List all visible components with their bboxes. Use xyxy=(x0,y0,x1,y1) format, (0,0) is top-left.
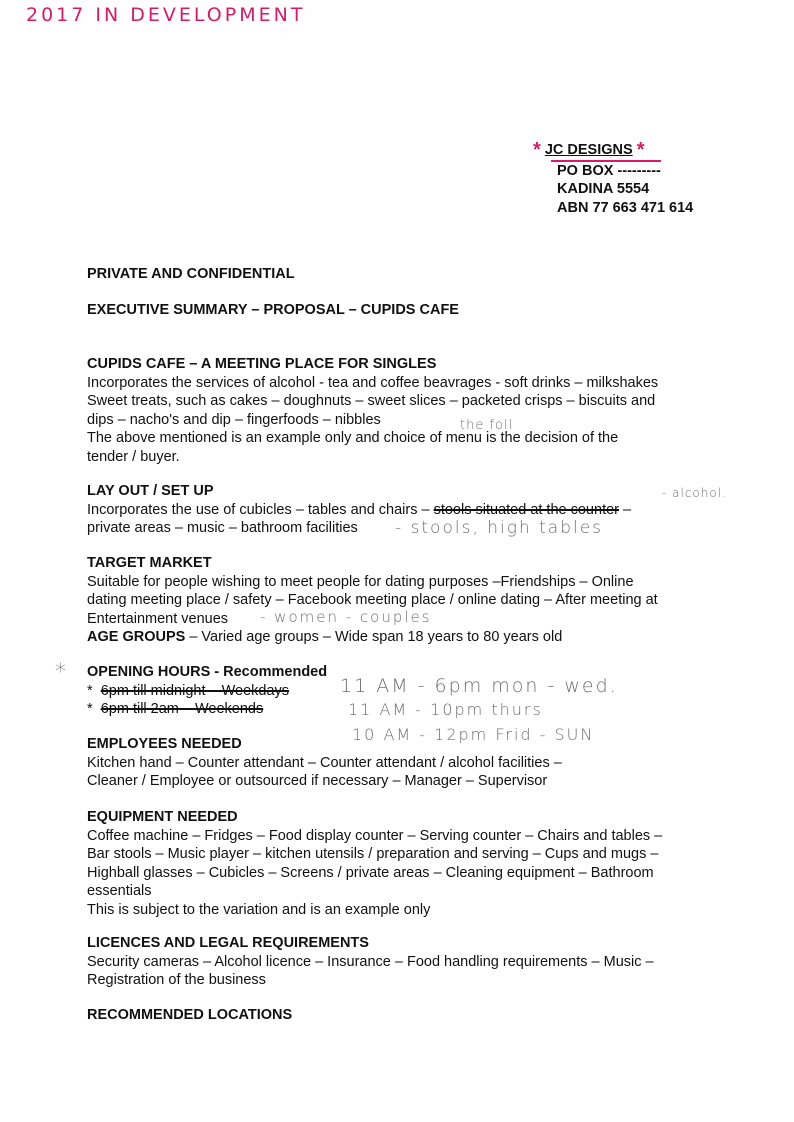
licences-line-1: Security cameras – Alcohol licence – Insurance – Food handling requirements – Music – xyxy=(87,953,654,970)
target-line-2: dating meeting place / safety – Facebook meeting place / online dating – After meeting at xyxy=(87,592,658,608)
city-postcode: KADINA 5554 xyxy=(557,181,650,197)
target-line-1: Suitable for people wishing to meet people for dating purposes –Friendships – Online xyxy=(87,573,634,590)
employees-line-1: Kitchen hand – Counter attendant – Counter attendant / alcohol facilities – xyxy=(87,754,562,771)
hours-bullet: * xyxy=(87,701,93,717)
star-mark-icon: * xyxy=(55,660,68,685)
equipment-line-1: Coffee machine – Fridges – Food display counter – Serving counter – Chairs and tables – xyxy=(87,827,663,844)
cafe-line-3: dips – nacho's and dip – fingerfoods – nibbles xyxy=(87,411,381,428)
target-line-3: Entertainment venues xyxy=(87,610,229,627)
hours-title: OPENING HOURS - Recommended xyxy=(87,664,328,680)
cafe-line-2: Sweet treats, such as cakes – doughnuts – sweet slices – packeted crisps – biscuits and xyxy=(87,393,656,409)
summary-title: EXECUTIVE SUMMARY – PROPOSAL – CUPIDS CAFE xyxy=(87,302,459,318)
handwritten-hours-2: 11 AM - 10pm thurs xyxy=(348,700,543,719)
age-groups-text: – Varied age groups – Wide span 18 years to 80 years old xyxy=(185,629,563,645)
licences-line-2: Registration of the business xyxy=(87,972,266,988)
licences-title: LICENCES AND LEGAL REQUIREMENTS xyxy=(87,935,369,951)
confidential-heading: PRIVATE AND CONFIDENTIAL xyxy=(87,266,295,282)
hours-bullet: * xyxy=(87,682,93,699)
employees-title: EMPLOYEES NEEDED xyxy=(87,736,242,752)
employees-line-2: Cleaner / Employee or outsourced if necessary – Manager – Supervisor xyxy=(87,773,548,789)
section-target xyxy=(87,554,727,647)
layout-title: LAY OUT / SET UP xyxy=(87,483,214,499)
equipment-line-3: Highball glasses – Cubicles – Screens / private areas – Cleaning equipment – Bathroom xyxy=(87,864,654,881)
equipment-title: EQUIPMENT NEEDED xyxy=(87,809,238,825)
handwritten-menu-note: the foll xyxy=(460,418,514,433)
handwritten-stools-note: - stools, high tables xyxy=(395,518,604,538)
handwritten-hours-1: 11 AM - 6pm mon - wed. xyxy=(340,675,618,697)
handwritten-target-note: - women - couples xyxy=(260,608,432,626)
layout-line-1-end: – xyxy=(619,501,632,518)
section-licences xyxy=(87,934,727,990)
abn: ABN 77 663 471 614 xyxy=(557,199,694,216)
target-title: TARGET MARKET xyxy=(87,555,212,571)
handwritten-hours-3: 10 AM - 12pm Frid - SUN xyxy=(352,725,595,744)
section-cafe xyxy=(87,355,727,466)
equipment-line-4: essentials xyxy=(87,883,152,899)
handwritten-top-note: 2017 IN DEVELOPMENT xyxy=(26,4,306,26)
company-name: JC DESIGNS xyxy=(544,142,633,158)
section-equipment xyxy=(87,808,727,919)
po-box: PO BOX --------- xyxy=(551,160,661,181)
cafe-title: CUPIDS CAFE – A MEETING PLACE FOR SINGLES xyxy=(87,356,437,372)
locations-title: RECOMMENDED LOCATIONS xyxy=(87,1007,293,1023)
cafe-line-5: tender / buyer. xyxy=(87,448,180,465)
star-mark-left: * xyxy=(533,139,541,161)
hours-weekends-text: 6pm till 2am – Weekends xyxy=(100,701,264,717)
star-mark-right: * xyxy=(636,139,645,161)
equipment-line-2: Bar stools – Music player – kitchen utensils / preparation and serving – Cups and mugs – xyxy=(87,846,659,862)
company-line xyxy=(533,139,693,160)
hours-weekdays-text: 6pm till midnight – Weekdays xyxy=(100,682,290,699)
handwritten-alcohol-note: - alcohol. xyxy=(662,486,727,500)
cafe-line-1: Incorporates the services of alcohol - tea and coffee beavrages - soft drinks – milkshakes xyxy=(87,374,659,391)
layout-line-1-start: Incorporates the use of cubicles – tables and chairs – xyxy=(87,501,434,518)
layout-line-2: private areas – music – bathroom facilities xyxy=(87,520,358,536)
letterhead xyxy=(533,139,694,217)
age-groups-line xyxy=(87,628,727,647)
equipment-line-5: This is subject to the variation and is an example only xyxy=(87,901,431,918)
layout-struck-text: stools situated at the counter xyxy=(433,501,619,518)
cafe-line-4: The above mentioned is an example only and choice of menu is the decision of the xyxy=(87,430,619,446)
age-groups-label: AGE GROUPS xyxy=(87,629,186,645)
layout-line-1 xyxy=(87,501,727,520)
